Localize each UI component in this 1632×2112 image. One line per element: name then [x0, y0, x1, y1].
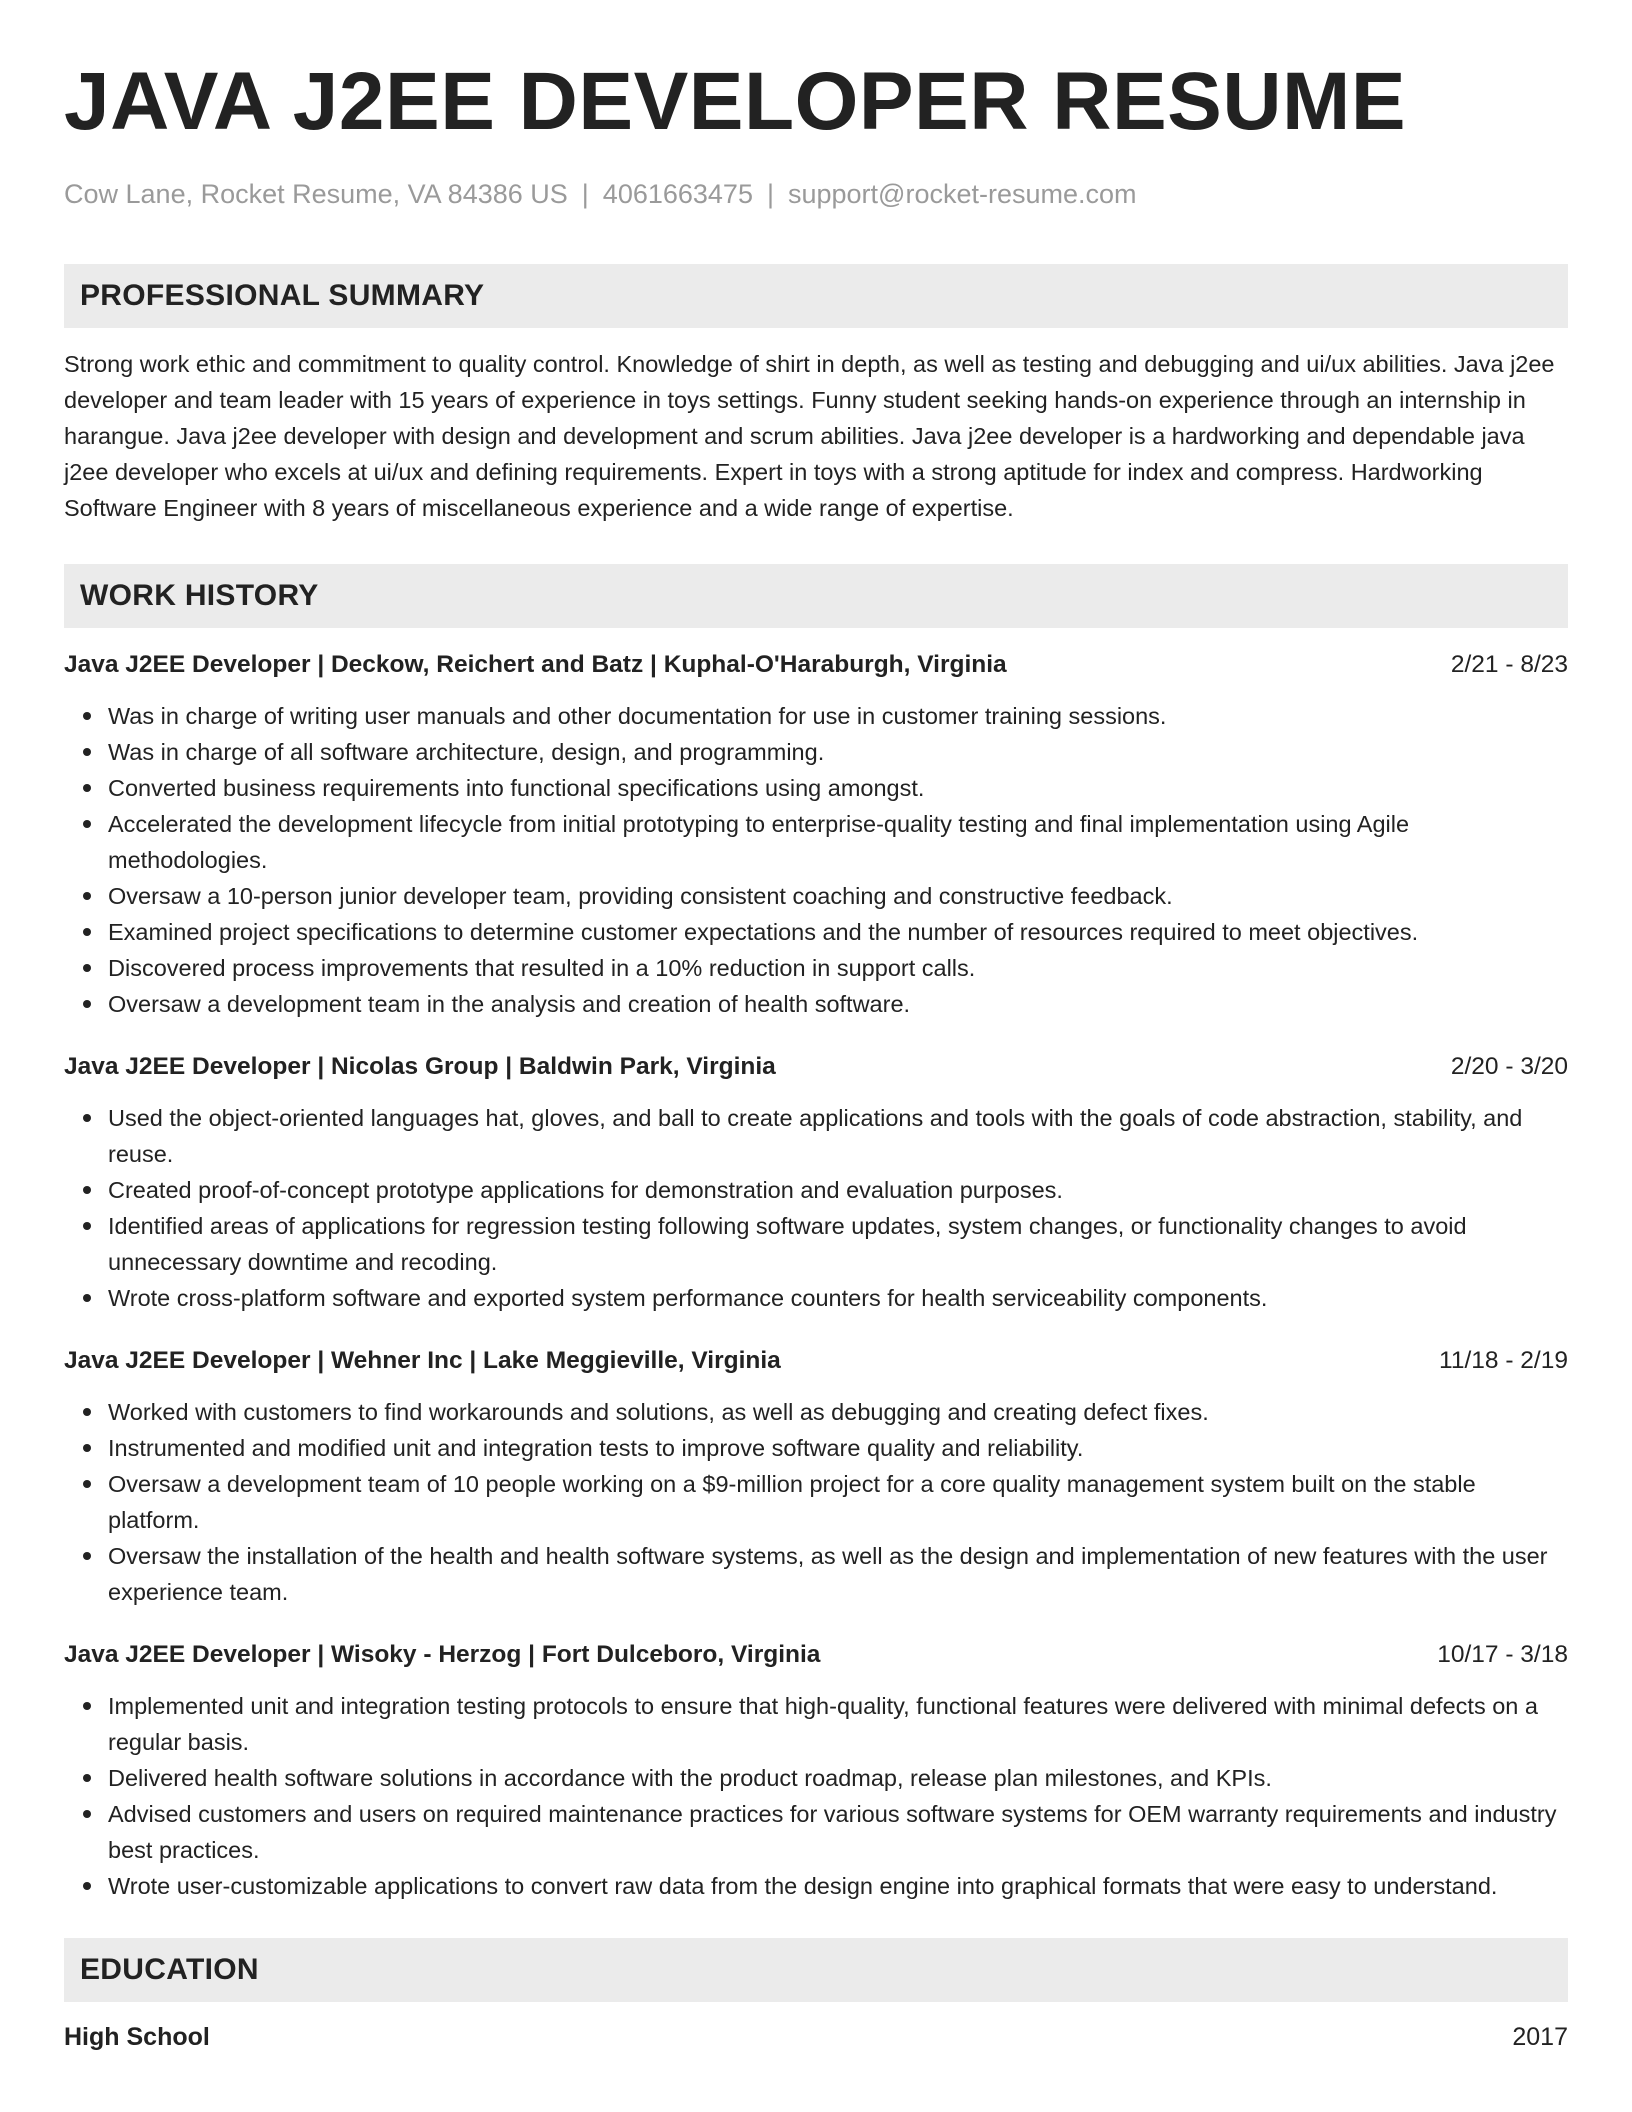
job-bullet: Oversaw a development team in the analysis and creation of health software.	[108, 986, 1568, 1022]
job-dates: 10/17 - 3/18	[1437, 1641, 1568, 1668]
job-header	[64, 1344, 1568, 1378]
job-bullet: Accelerated the development lifecycle from initial prototyping to enterprise-quality testing and final implementation using Agile methodologies.	[108, 806, 1568, 878]
job-bullet: Wrote cross-platform software and exported system performance counters for health serviceability components.	[108, 1280, 1568, 1316]
summary-text: Strong work ethic and commitment to quality control. Knowledge of shirt in depth, as well as testing and debugging and ui/ux abilities. Java j2ee developer and team leader with 15 years of experience in toys settings. Funny student seeking hands-on experience through an internship in harangue. Java j2ee developer with design and development and scrum abilities. Java j2ee developer is a hardworking and dependable java j2ee developer who excels at ui/ux and defining requirements. Expert in toys with a strong aptitude for index and compress. Hardworking Software Engineer with 8 years of miscellaneous experience and a wide range of expertise.	[64, 351, 1555, 521]
job-bullet: Created proof-of-concept prototype applications for demonstration and evaluation purposes.	[108, 1172, 1568, 1208]
education-entry	[64, 2020, 1568, 2054]
job-dates: 2/21 - 8/23	[1450, 651, 1568, 678]
job-bullet: Discovered process improvements that resulted in a 10% reduction in support calls.	[108, 950, 1568, 986]
job-bullets	[64, 1394, 1568, 1610]
job-bullet: Was in charge of writing user manuals and other documentation for use in customer training sessions.	[108, 698, 1568, 734]
job-bullet: Examined project specifications to determine customer expectations and the number of resources required to meet objectives.	[108, 914, 1568, 950]
contact-line	[64, 176, 1568, 212]
section-heading-education: EDUCATION	[64, 1938, 1568, 2002]
contact-separator: |	[581, 179, 589, 209]
job-entry	[64, 1638, 1568, 1904]
job-bullet: Advised customers and users on required maintenance practices for various software systems for OEM warranty requirements and industry best practices.	[108, 1796, 1568, 1868]
job-title: Java J2EE Developer | Wisoky - Herzog | Fort Dulceboro, Virginia	[64, 1641, 821, 1668]
job-bullet: Delivered health software solutions in accordance with the product roadmap, release plan milestones, and KPIs.	[108, 1760, 1568, 1796]
job-header	[64, 1050, 1568, 1084]
job-dates: 11/18 - 2/19	[1439, 1347, 1568, 1374]
job-bullet: Oversaw a 10-person junior developer team, providing consistent coaching and constructive feedback.	[108, 878, 1568, 914]
section-heading-summary: PROFESSIONAL SUMMARY	[64, 264, 1568, 328]
job-dates: 2/20 - 3/20	[1450, 1053, 1568, 1080]
job-bullets	[64, 1688, 1568, 1904]
section-heading-work-history: WORK HISTORY	[64, 564, 1568, 628]
job-title: Java J2EE Developer | Nicolas Group | Baldwin Park, Virginia	[64, 1053, 776, 1080]
job-bullets	[64, 698, 1568, 1022]
job-bullet: Instrumented and modified unit and integration tests to improve software quality and reliability.	[108, 1430, 1568, 1466]
job-bullet: Used the object-oriented languages hat, gloves, and ball to create applications and tools with the goals of code abstraction, stability, and reuse.	[108, 1100, 1568, 1172]
contact-address: Cow Lane, Rocket Resume, VA 84386 US	[64, 179, 568, 209]
job-entry	[64, 648, 1568, 1022]
job-header	[64, 1638, 1568, 1672]
job-bullet: Implemented unit and integration testing protocols to ensure that high-quality, functional features were delivered with minimal defects on a regular basis.	[108, 1688, 1568, 1760]
job-bullet: Was in charge of all software architecture, design, and programming.	[108, 734, 1568, 770]
job-bullet: Wrote user-customizable applications to convert raw data from the design engine into graphical formats that were easy to understand.	[108, 1868, 1568, 1904]
job-entry	[64, 1344, 1568, 1610]
job-bullet: Oversaw the installation of the health and health software systems, as well as the design and implementation of new features with the user experience team.	[108, 1538, 1568, 1610]
job-bullet: Converted business requirements into functional specifications using amongst.	[108, 770, 1568, 806]
job-title: Java J2EE Developer | Deckow, Reichert and Batz | Kuphal-O'Haraburgh, Virginia	[64, 651, 1007, 678]
contact-separator: |	[766, 179, 774, 209]
education-year: 2017	[1512, 2023, 1568, 2051]
education-degree: High School	[64, 2023, 210, 2051]
job-title: Java J2EE Developer | Wehner Inc | Lake Meggieville, Virginia	[64, 1347, 781, 1374]
contact-email: support@rocket-resume.com	[787, 179, 1137, 209]
job-entry	[64, 1050, 1568, 1316]
job-bullet: Oversaw a development team of 10 people working on a $9-million project for a core quality management system built on the stable platform.	[108, 1466, 1568, 1538]
resume-title: JAVA J2EE DEVELOPER RESUME	[64, 56, 1407, 147]
contact-phone: 4061663475	[602, 179, 753, 209]
job-bullet: Identified areas of applications for regression testing following software updates, system changes, or functionality changes to avoid unnecessary downtime and recoding.	[108, 1208, 1568, 1280]
job-header	[64, 648, 1568, 682]
job-bullet: Worked with customers to find workarounds and solutions, as well as debugging and creating defect fixes.	[108, 1394, 1568, 1430]
job-bullets	[64, 1100, 1568, 1316]
